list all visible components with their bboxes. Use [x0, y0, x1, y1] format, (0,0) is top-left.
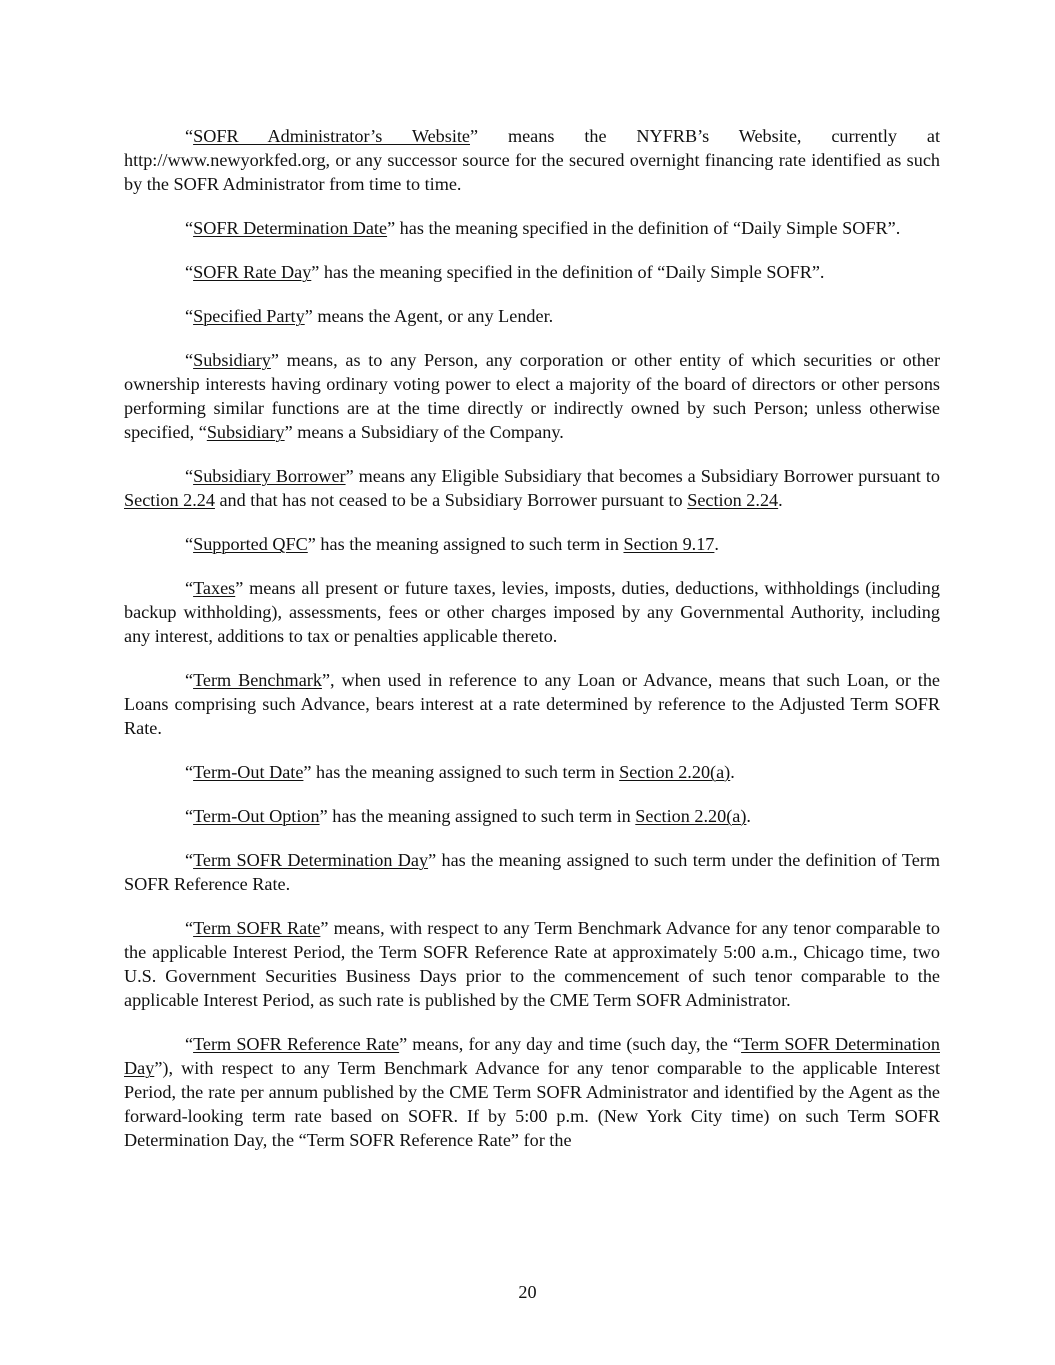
definition-supported-qfc: “Supported QFC” has the meaning assigned to such term in Section 9.17.: [185, 534, 719, 554]
definition-taxes: “Taxes” means all present or future taxes, levies, imposts, duties, deductions, withholdings (including backup withholding), assessments, fees or other charges imposed by any Governmental Authority, including any interest, additions to tax or penalties applicable thereto.: [124, 578, 940, 646]
document-page: [124, 124, 940, 1172]
definition-subsidiary: “Subsidiary” means, as to any Person, any corporation or other entity of which securities or other ownership interests having ordinary voting power to elect a majority of the board of directors or other persons performing similar functions are at the time directly or indirectly owned by such Person; unless otherwise specified, “Subsidiary” means a Subsidiary of the Company.: [124, 350, 940, 442]
page-number: 20: [518, 1282, 537, 1302]
definition-sofr-determination-date: “SOFR Determination Date” has the meaning specified in the definition of “Daily Simple SOFR”.: [185, 218, 901, 238]
defined-term: Taxes: [193, 578, 236, 598]
definition-term-out-date: “Term-Out Date” has the meaning assigned to such term in Section 2.20(a).: [185, 762, 735, 782]
section-reference: Section 2.20(a): [635, 806, 747, 826]
defined-term: Term SOFR Rate: [193, 918, 321, 938]
defined-term: Subsidiary Borrower: [193, 466, 346, 486]
defined-term: SOFR Rate Day: [193, 262, 312, 282]
defined-term: Term-Out Option: [193, 806, 320, 826]
definition-term-out-option: “Term-Out Option” has the meaning assigned to such term in Section 2.20(a).: [185, 806, 751, 826]
defined-term: Term-Out Date: [193, 762, 304, 782]
defined-term: Term Benchmark: [193, 670, 322, 690]
defined-term: Term SOFR Determination Day: [193, 850, 429, 870]
defined-term-reference: Term SOFR Determination Day: [124, 1034, 940, 1078]
section-reference: Section 2.24: [124, 490, 215, 510]
definition-subsidiary-borrower: “Subsidiary Borrower” means any Eligible Subsidiary that becomes a Subsidiary Borrower pursuant to Section 2.24 and that has not ceased to be a Subsidiary Borrower pursuant to Section 2.24.: [124, 466, 940, 510]
section-reference: Section 9.17: [623, 534, 715, 554]
definition-term-sofr-determination-day: “Term SOFR Determination Day” has the meaning assigned to such term under the definition of Term SOFR Reference Rate.: [124, 850, 940, 894]
definition-term-sofr-rate: “Term SOFR Rate” means, with respect to any Term Benchmark Advance for any tenor comparable to the applicable Interest Period, the Term SOFR Reference Rate at approximately 5:00 a.m., Chicago time, two U.S. Government Securities Business Days prior to the commencement of such tenor comparable to the applicable Interest Period, as such rate is published by the CME Term SOFR Administrator.: [124, 918, 940, 1010]
definition-sofr-administrators-website: “SOFR Administrator’s Website” means the NYFRB’s Website, currently at http://www.newyorkfed.org, or any successor source for the secured overnight financing rate identified as such by the SOFR Administrator from time to time.: [124, 126, 940, 194]
defined-term: Term SOFR Reference Rate: [193, 1034, 400, 1054]
defined-term-reference: Subsidiary: [206, 422, 285, 442]
definition-term-sofr-reference-rate: “Term SOFR Reference Rate” means, for any day and time (such day, the “Term SOFR Determination Day”), with respect to any Term Benchmark Advance for any tenor comparable to the applicable Interest Period, the rate per annum published by the CME Term SOFR Administrator and identified by the Agent as the forward-looking term rate based on SOFR. If by 5:00 p.m. (New York City time) on such Term SOFR Determination Day, the “Term SOFR Reference Rate” for the: [124, 1034, 940, 1150]
definition-specified-party: “Specified Party” means the Agent, or any Lender.: [185, 306, 554, 326]
defined-term: SOFR Administrator’s Website: [193, 126, 470, 146]
defined-term: Specified Party: [193, 306, 305, 326]
defined-term: Supported QFC: [193, 534, 308, 554]
defined-term: SOFR Determination Date: [193, 218, 388, 238]
definition-sofr-rate-day: “SOFR Rate Day” has the meaning specified in the definition of “Daily Simple SOFR”.: [185, 262, 825, 282]
section-reference: Section 2.20(a): [619, 762, 731, 782]
definition-term-benchmark: “Term Benchmark”, when used in reference to any Loan or Advance, means that such Loan, or the Loans comprising such Advance, bears interest at a rate determined by reference to the Adjusted Term SOFR Rate.: [124, 670, 941, 738]
section-reference: Section 2.24: [687, 490, 779, 510]
defined-term: Subsidiary: [193, 350, 271, 370]
